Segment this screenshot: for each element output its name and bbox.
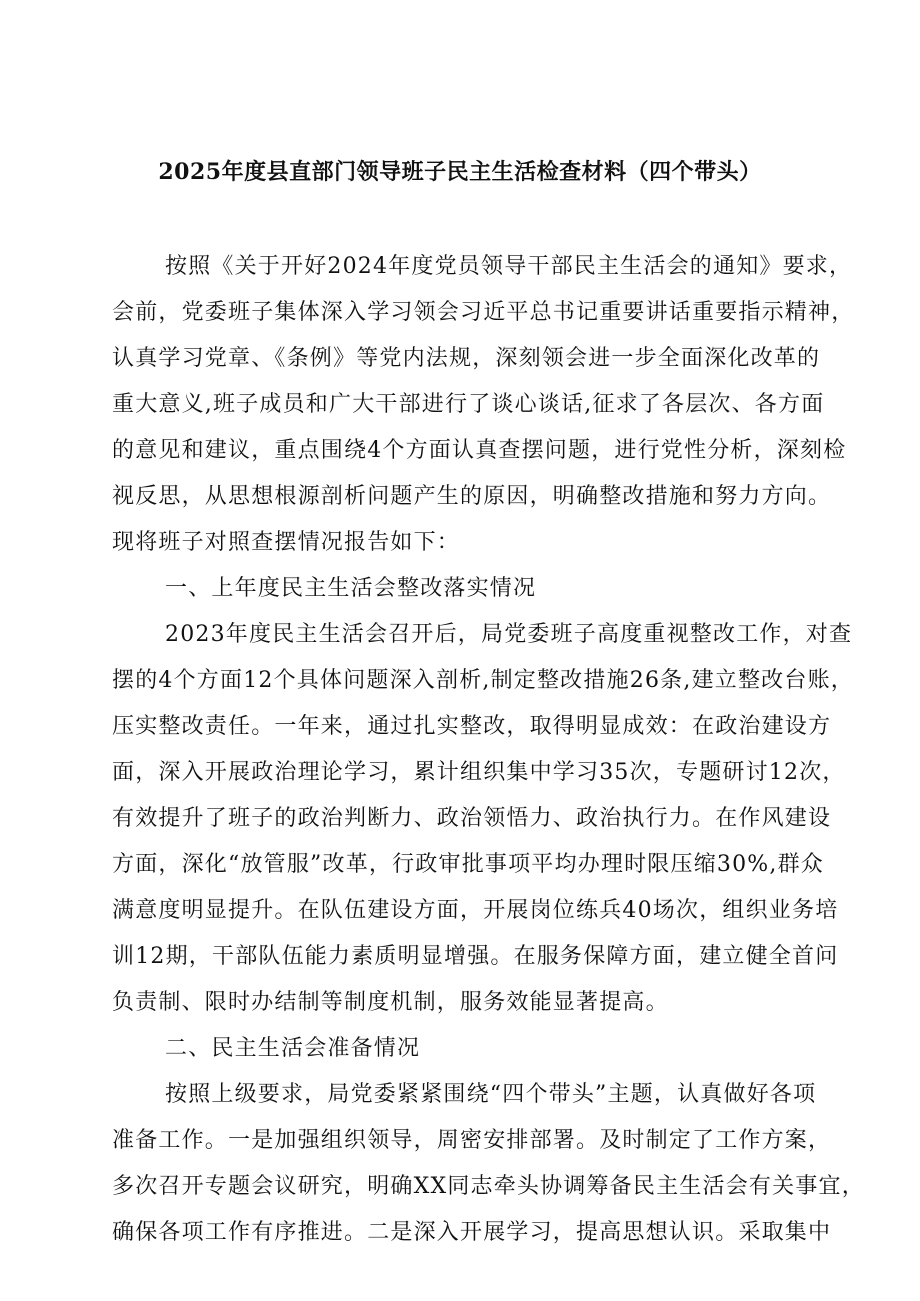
paragraph-1-line: 负责制、限时办结制等制度机制，服务效能显著提高。 [112, 990, 669, 1015]
paragraph-1-line: 压实整改责任。一年来，通过扎实整改，取得明显成效：在政治建设方 [112, 714, 832, 739]
paragraph-intro-line: 重大意义,班子成员和广大干部进行了谈心谈话,征求了各层次、各方面 [112, 392, 825, 417]
paragraph-1-line: 方面，深化“放管服”改革，行政审批事项平均办理时限压缩30%,群众 [112, 852, 824, 877]
paragraph-1-line: 摆的4个方面12个具体问题深入剖析,制定整改措施26条,建立整改台账， [112, 668, 854, 693]
paragraph-intro-line: 会前，党委班子集体深入学习领会习近平总书记重要讲话重要指示精神， [112, 300, 855, 325]
paragraph-2-line: 确保各项工作有序推进。二是深入开展学习，提高思想认识。采取集中 [112, 1220, 832, 1245]
paragraph-intro-line: 认真学习党章、《条例》等党内法规，深刻领会进一步全面深化改革的 [112, 346, 821, 371]
paragraph-2-line: 多次召开专题会议研究，明确XX同志牵头协调筹备民主生活会有关事宜， [112, 1174, 865, 1199]
paragraph-2-line: 按照上级要求，局党委紧紧围绕“四个带头”主题，认真做好各项 [165, 1082, 817, 1107]
section-heading-2: 二、民主生活会准备情况 [165, 1036, 421, 1061]
paragraph-intro-line: 现将班子对照查摆情况报告如下： [112, 530, 461, 555]
paragraph-1-line: 2023年度民主生活会召开后，局党委班子高度重视整改工作，对查 [165, 622, 853, 647]
paragraph-1-line: 面，深入开展政治理论学习，累计组织集中学习35次，专题研讨12次， [112, 760, 846, 785]
paragraph-intro-line: 的意见和建议，重点围绕4个方面认真查摆问题，进行党性分析，深刻检 [112, 438, 847, 463]
paragraph-intro-line: 按照《关于开好2024年度党员领导干部民主生活会的通知》要求， [165, 254, 853, 279]
paragraph-1-line: 训12期，干部队伍能力素质明显增强。在服务保障方面，建立健全首问 [112, 944, 839, 969]
paragraph-1-line: 有效提升了班子的政治判断力、政治领悟力、政治执行力。在作风建设 [112, 806, 832, 831]
section-heading-1: 一、上年度民主生活会整改落实情况 [165, 576, 537, 601]
paragraph-2-line: 准备工作。一是加强组织领导，周密安排部署。及时制定了工作方案， [112, 1128, 832, 1153]
paragraph-1-line: 满意度明显提升。在队伍建设方面，开展岗位练兵40场次，组织业务培 [112, 898, 839, 923]
paragraph-intro-line: 视反思，从思想根源剖析问题产生的原因，明确整改措施和努力方向。 [112, 484, 832, 509]
document-title: 2025年度县直部门领导班子民主生活检查材料（四个带头） [158, 159, 762, 185]
